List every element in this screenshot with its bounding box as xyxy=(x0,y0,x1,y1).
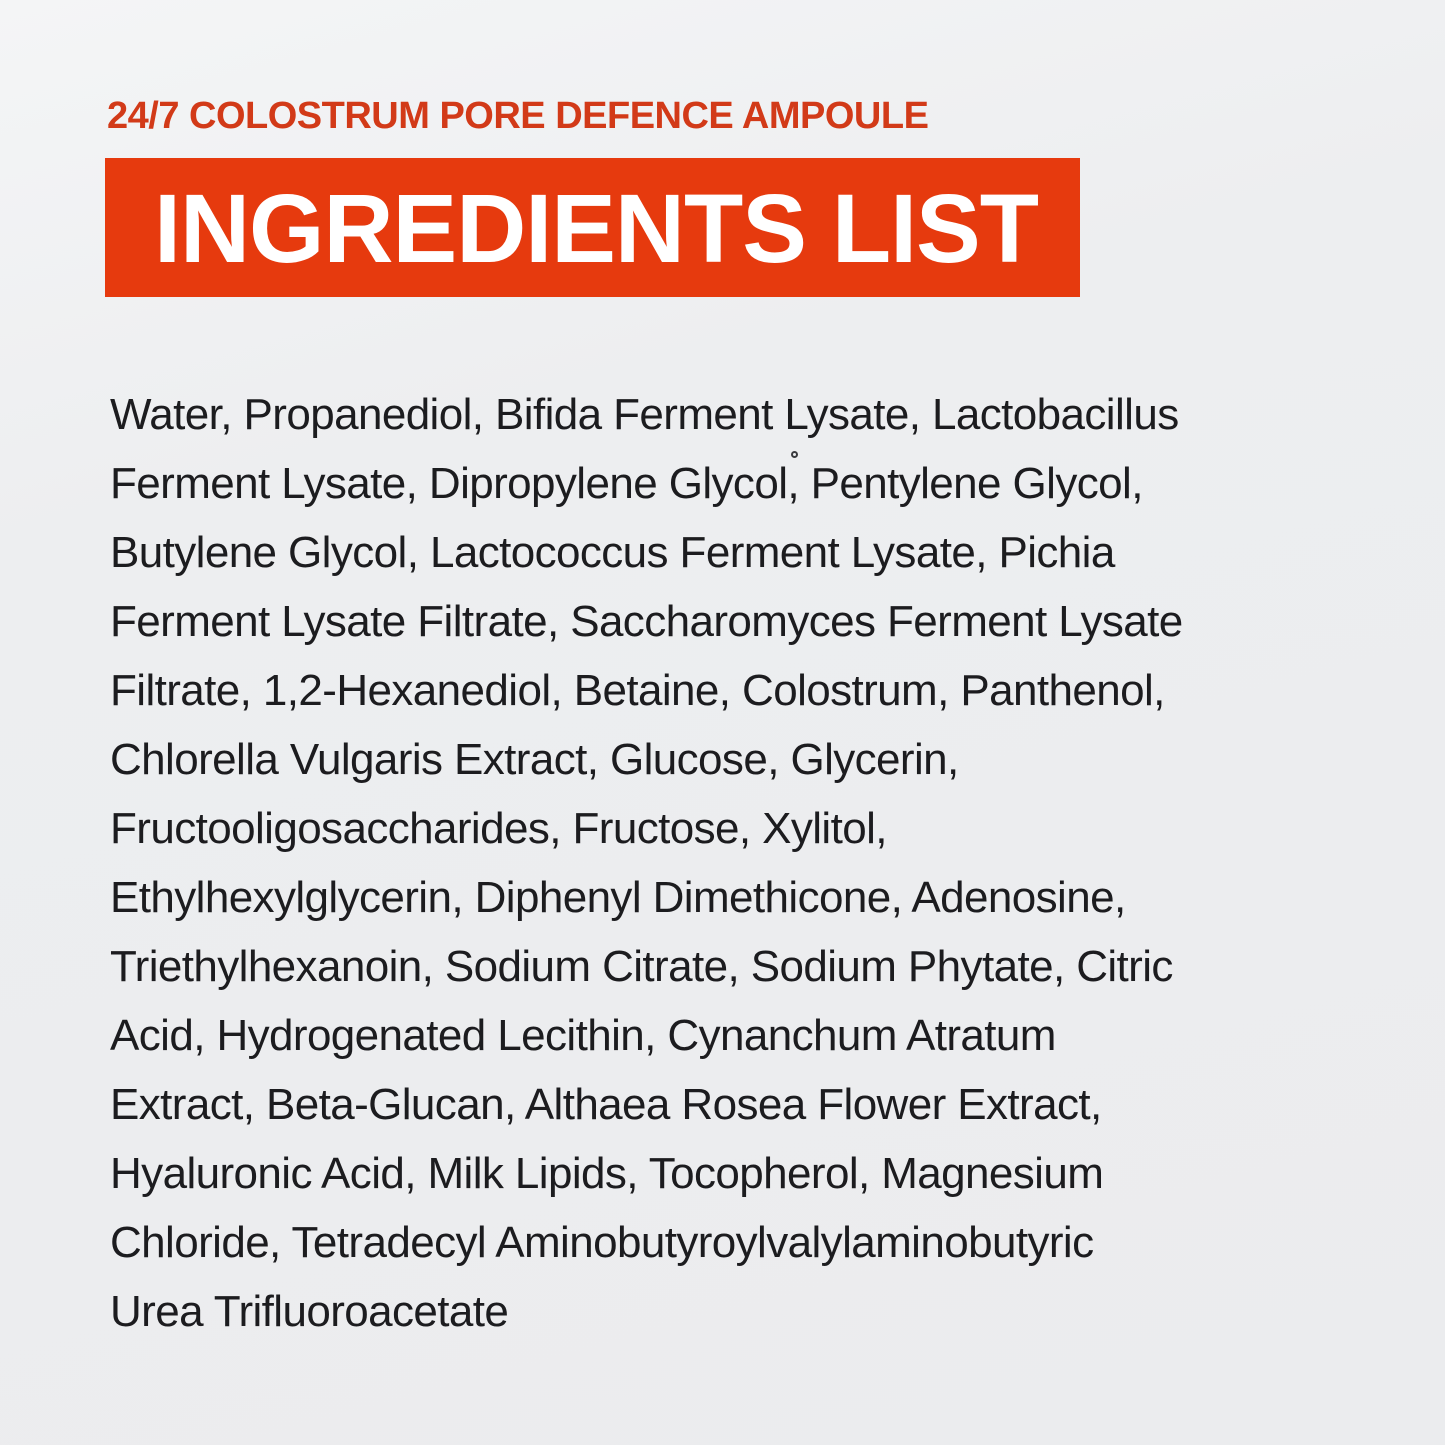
ingredients-line: Ferment Lysate Filtrate, Saccharomyces Ferment Lysate xyxy=(110,597,1183,646)
ingredients-line: Urea Trifluoroacetate xyxy=(110,1287,509,1336)
ingredients-line: Chlorella Vulgaris Extract, Glucose, Glycerin, xyxy=(110,735,959,784)
ingredients-line: Extract, Beta-Glucan, Althaea Rosea Flower Extract, xyxy=(110,1080,1102,1129)
product-name-heading: 24/7 COLOSTRUM PORE DEFENCE AMPOULE xyxy=(107,95,929,137)
ingredients-line: Filtrate, 1,2-Hexanediol, Betaine, Colostrum, Panthenol, xyxy=(110,666,1165,715)
ingredients-line: Butylene Glycol, Lactococcus Ferment Lysate, Pichia xyxy=(110,528,1115,577)
ingredients-line: Ferment Lysate, Dipropylene Glycol, Pentylene Glycol, xyxy=(110,459,1143,508)
ingredients-list xyxy=(110,380,1350,1346)
ingredients-banner-title: INGREDIENTS LIST xyxy=(154,174,1038,283)
ingredients-banner xyxy=(105,158,1080,297)
ingredients-line: Water, Propanediol, Bifida Ferment Lysate, Lactobacillus xyxy=(110,390,1179,439)
ingredients-line: Ethylhexylglycerin, Diphenyl Dimethicone, Adenosine, xyxy=(110,873,1126,922)
ingredients-line: Hyaluronic Acid, Milk Lipids, Tocopherol, Magnesium xyxy=(110,1149,1104,1198)
ingredients-line: Fructooligosaccharides, Fructose, Xylitol, xyxy=(110,804,887,853)
ingredients-line: Acid, Hydrogenated Lecithin, Cynanchum Atratum xyxy=(110,1011,1056,1060)
ingredients-line: Triethylhexanoin, Sodium Citrate, Sodium Phytate, Citric xyxy=(110,942,1173,991)
ingredients-line: Chloride, Tetradecyl Aminobutyroylvalylaminobutyric xyxy=(110,1218,1094,1267)
